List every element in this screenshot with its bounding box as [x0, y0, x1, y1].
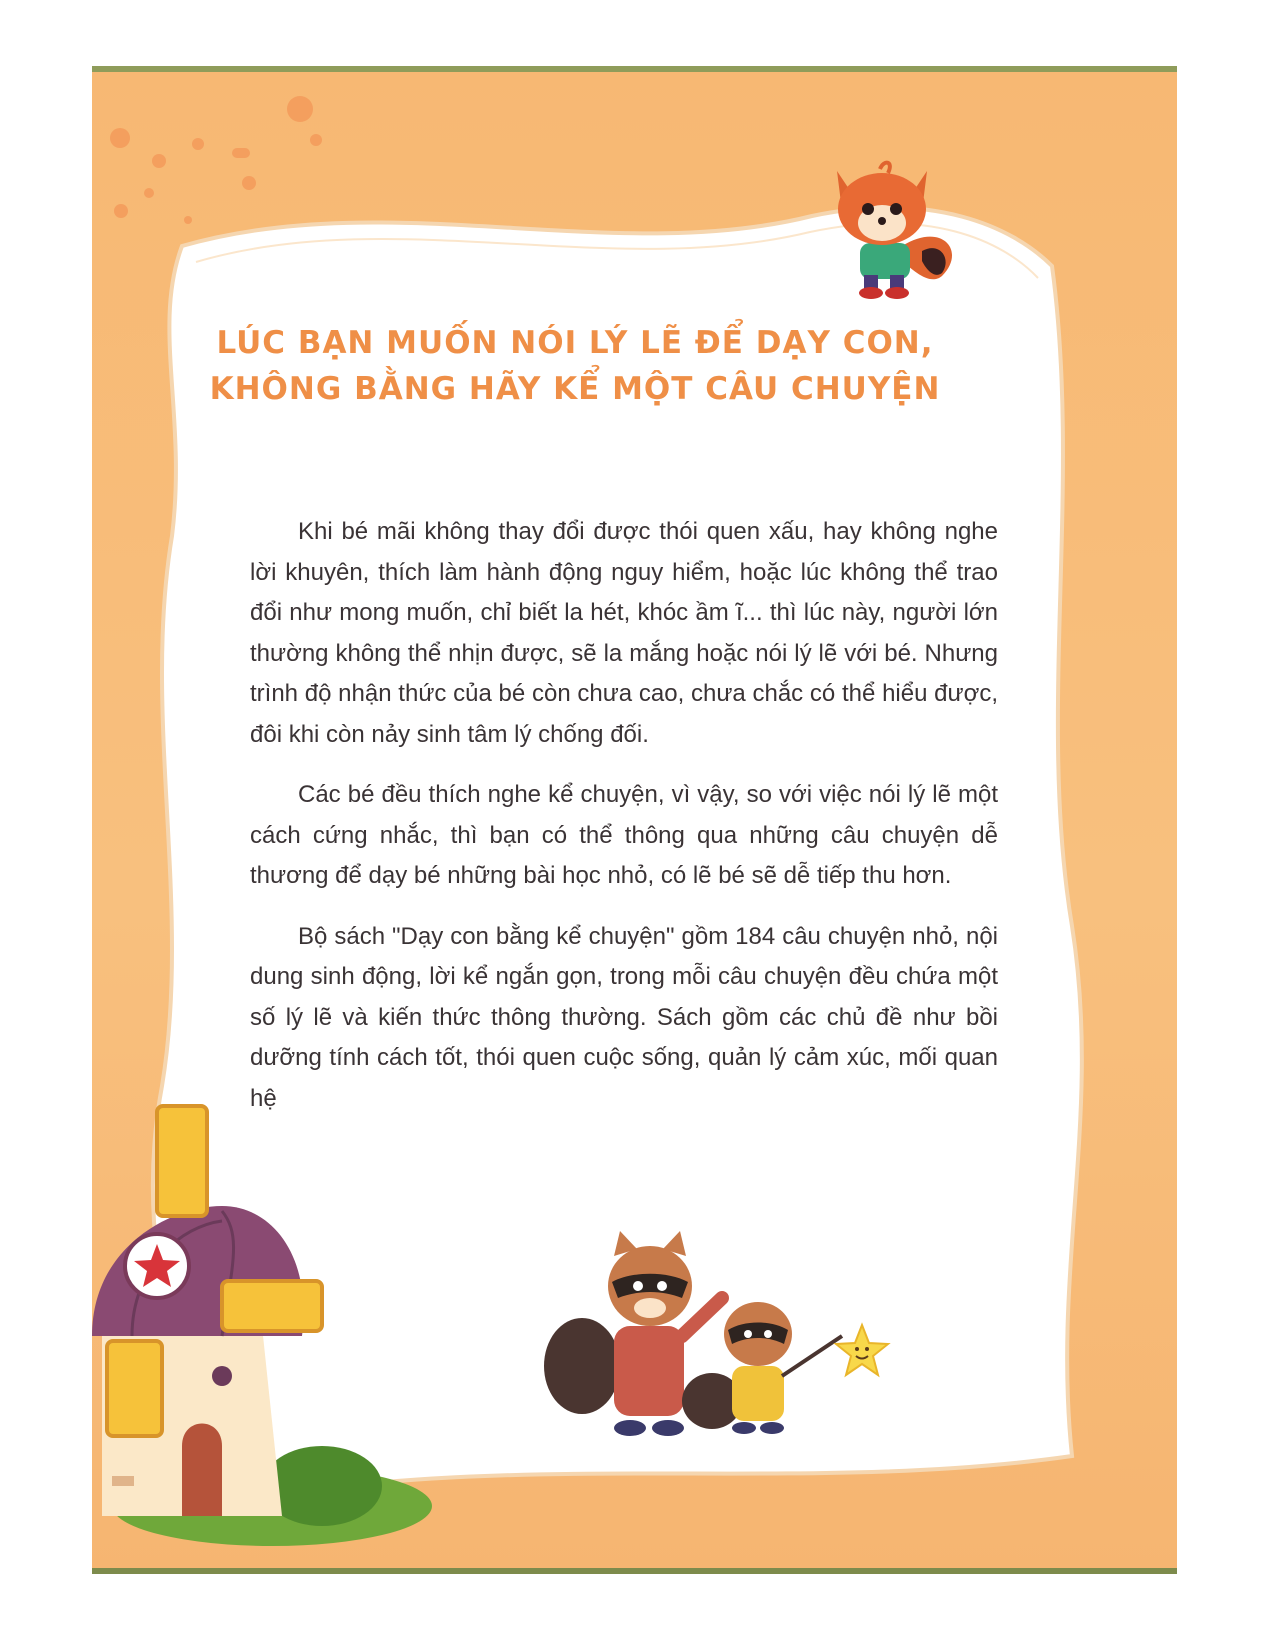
paragraph-3: Bộ sách "Dạy con bằng kể chuyện" gồm 184 câu chuyện nhỏ, nội dung sinh động, lời kể ngắn gọn, trong mỗi câu chuyện đều chứa một số lý lẽ và kiến thức thông thường. Sách gồm các chủ đề như bồi dưỡng tính cách tốt, thói quen cuộc sống, quản lý cảm xúc, mối quan hệ	[250, 922, 998, 1112]
raccoon-pair-illustration	[542, 1216, 832, 1446]
fox-illustration	[822, 151, 962, 301]
body-text	[250, 512, 998, 1139]
paragraph-1: Khi bé mãi không thay đổi được thói quen xấu, hay không nghe lời khuyên, thích làm hành động nguy hiểm, hoặc lúc không thể trao đổi như mong muốn, chỉ biết la hét, khóc ầm ĩ... thì lúc này, người lớn thường không thể nhịn được, sẽ la mắng hoặc nói lý lẽ với bé. Nhưng trình độ nhận thức của bé còn chưa cao, chưa chắc có thể hiểu được, đôi khi còn nảy sinh tâm lý chống đối.	[250, 518, 998, 748]
heading-line-1: LÚC BẠN MUỐN NÓI LÝ LẼ ĐỂ DẠY CON,	[216, 325, 934, 361]
page-heading	[150, 320, 1000, 412]
paragraph-2: Các bé đều thích nghe kể chuyện, vì vậy, so với việc nói lý lẽ một cách cứng nhắc, thì bạn có thể thông qua những câu chuyện dễ thương để dạy bé những bài học nhỏ, có lẽ bé sẽ dễ tiếp thu hơn.	[250, 781, 998, 889]
windmill-illustration	[92, 1096, 372, 1516]
page-bottom-edge	[92, 1568, 1177, 1574]
smiling-star-illustration	[832, 1321, 892, 1381]
heading-line-2: KHÔNG BẰNG HÃY KỂ MỘT CÂU CHUYỆN	[209, 371, 941, 407]
